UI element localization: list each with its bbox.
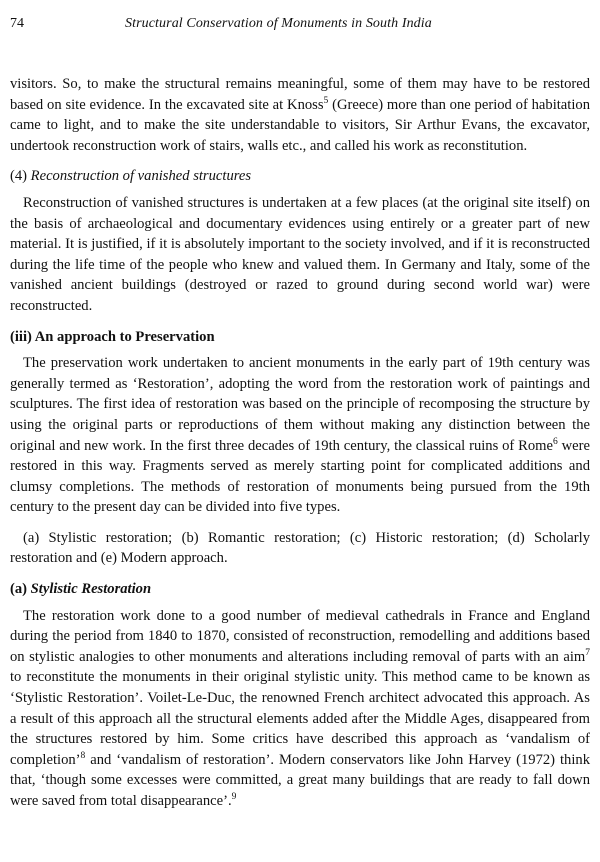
- footnote-ref-5: 5: [323, 95, 329, 106]
- paragraph-text: and ‘vandalism of restoration’. Modern conservators like John Harvey (1972) think that, ‘though some excesses were committed, a great many buildings that are ready to fall down were saved from total disappearance’.: [10, 751, 590, 809]
- footnote-ref-9: 9: [231, 792, 237, 802]
- paragraph-restoration-types: (a) Stylistic restoration; (b) Romantic restoration; (c) Historic restoration; (d) Scholarly restoration and (e) Modern approach.: [10, 529, 590, 567]
- section-heading-reconstruction: [10, 166, 590, 187]
- footnote-ref-6: 6: [553, 436, 558, 447]
- heading-title: Stylistic Restoration: [30, 581, 152, 598]
- paragraph-text: to reconstitute the monuments in their original stylistic unity. This method came to be known as ‘Stylistic Restoration’. Voilet-Le-Duc, the renowned French architect advocated this approach. As a result of this approach all the structural elements added after the Middle Ages, disappeared from the structures restored by him. Some critics have described this approach as ‘vandalism of completion’: [10, 669, 590, 768]
- paragraph-visitors: [10, 74, 590, 156]
- heading-number: (4): [10, 168, 31, 185]
- paragraph-reconstruction: Reconstruction of vanished structures is undertaken at a few places (at the original site itself) on the basis of archaeological and documentary evidences using entirely or a greater part of new material. It is justified, if it is absolutely important to the society involved, and if it is reconstructed during the life time of the people who knew and valued them. In Germany and Italy, some of the vanished ancient buildings (destroyed or razed to ground during second world war) were reconstructed.: [10, 194, 590, 314]
- heading-number: (a): [10, 581, 31, 598]
- heading-title: Reconstruction of vanished structures: [30, 168, 252, 185]
- section-heading-preservation: (iii) An approach to Preservation: [10, 328, 215, 345]
- paragraph-preservation: [10, 353, 590, 518]
- paragraph-stylistic: [10, 606, 590, 812]
- page-number: 74: [10, 16, 24, 31]
- paragraph-text: visitors. So, to make the structural remains meaningful, some of them may have to be restored based on site evidence. In the excavated site at Knoss: [10, 76, 590, 113]
- paragraph-text: were restored in this way. Fragments served as merely starting point for complicated additions and clumsy completions. The methods of restoration of monuments being pursued from the 19th century to the present day can be divided into five types.: [10, 437, 590, 516]
- page-header: [10, 14, 590, 36]
- running-title: Structural Conservation of Monuments in South India: [125, 16, 432, 31]
- paragraph-text: The restoration work done to a good number of medieval cathedrals in France and England during the period from 1840 to 1870, consisted of reconstruction, remodelling and additions based on stylistic analogies to other monuments and alterations including removal of parts with an aim: [10, 607, 590, 665]
- footnote-ref-7: 7: [585, 647, 590, 658]
- footnote-ref-8: 8: [80, 750, 86, 761]
- paragraph-text: (Greece) more than one period of habitation came to light, and to make the site understandable to visitors, Sir Arthur Evans, the excavator, undertook reconstruction work of stairs, walls etc., and called his work as reconstitution.: [10, 96, 590, 154]
- paragraph-text: The preservation work undertaken to ancient monuments in the early part of 19th century was generally termed as ‘Restoration’, adopting the word from the restoration work of paintings and sculptures. The first idea of restoration was based on the principle of recomposing the structure by using the original parts or reproductions of them without making any distinction between the original and new work. In the first three decades of 19th century, the classical ruins of Rome: [10, 355, 590, 454]
- section-heading-stylistic: [10, 579, 590, 600]
